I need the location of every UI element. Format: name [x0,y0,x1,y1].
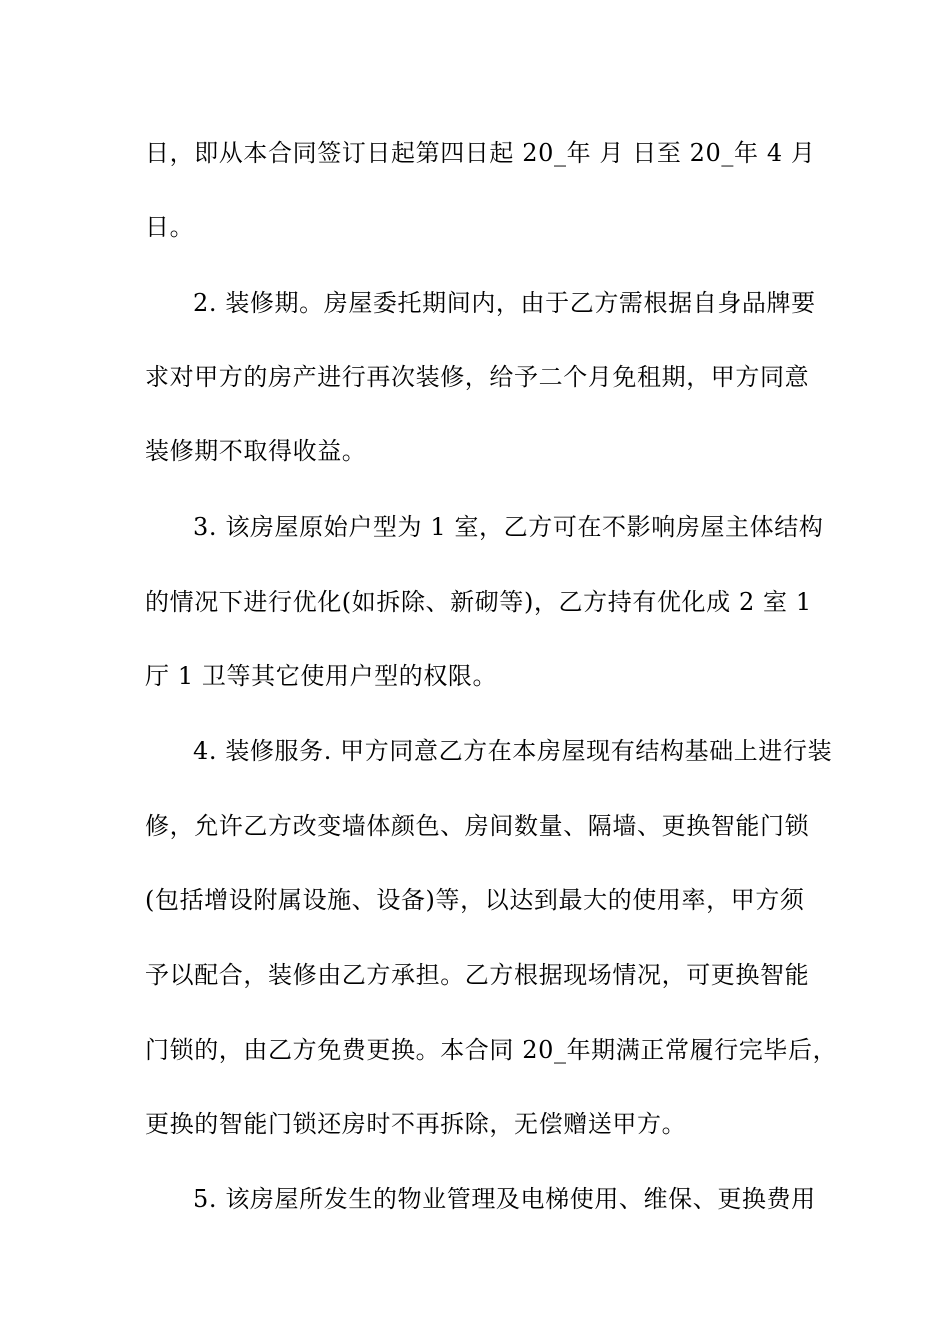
paragraph-item-3-line: 3. 该房屋原始户型为 1 室，乙方可在不影响房屋主体结构 [193,513,824,541]
paragraph-item-2-line: 2. 装修期。房屋委托期间内，由于乙方需根据自身品牌要 [193,289,816,317]
paragraph-item-5-line: 5. 该房屋所发生的物业管理及电梯使用、维保、更换费用 [193,1185,816,1213]
paragraph-item-4-line: 4. 装修服务. 甲方同意乙方在本房屋现有结构基础上进行装 [193,737,833,765]
text-line: 予以配合，装修由乙方承担。乙方根据现场情况，可更换智能 [145,961,810,989]
text-line: 的情况下进行优化(如拆除、新砌等)，乙方持有优化成 2 室 1 [145,588,812,616]
text-line: 更换的智能门锁还房时不再拆除，无偿赠送甲方。 [145,1110,687,1138]
text-line: 修，允许乙方改变墙体颜色、房间数量、隔墙、更换智能门锁 [145,812,810,840]
text-line: 厅 1 卫等其它使用户型的权限。 [145,662,498,690]
text-line: 日。 [145,213,195,241]
text-line: 日，即从本合同签订日起第四日起 20_年 月 日至 20_年 4 月 [145,139,816,167]
text-line: 求对甲方的房产进行再次装修，给予二个月免租期，甲方同意 [145,363,810,391]
text-line: 装修期不取得收益。 [145,437,367,465]
text-line: (包括增设附属设施、设备)等，以达到最大的使用率，甲方须 [145,886,805,914]
text-line: 门锁的，由乙方免费更换。本合同 20_年期满正常履行完毕后， [145,1036,838,1064]
